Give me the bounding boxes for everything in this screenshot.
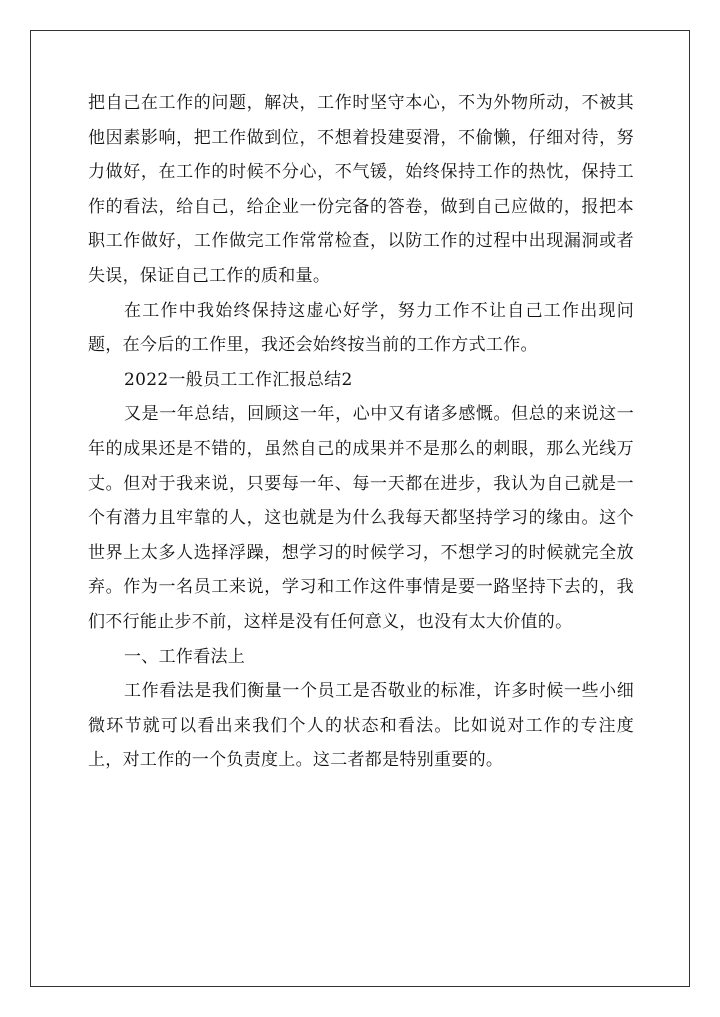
paragraph-continuation: 把自己在工作的问题，解决，工作时坚守本心，不为外物所动，不被其他因素影响，把工作做到位，不想着投建耍滑，不偷懒，仔细对待，努力做好，在工作的时候不分心，不气锾，始终保持工作的热忱，保持工作的看法，给自己，给企业一份完备的答卷，做到自己应做的，报把本职工作做好，工作做完工作常常检查，以防工作的过程中出现漏洞或者失误，保证自己工作的质和量。 <box>88 93 634 286</box>
paragraph-work-attitude: 工作看法是我们衡量一个员工是否敬业的标准，许多时候一些小细微环节就可以看出来我们个人的状态和看法。比如说对工作的专注度上，对工作的一个负责度上。这二者都是特别重要的。 <box>88 681 634 771</box>
document-body <box>88 86 634 778</box>
section-title-report-2: 2022一般员工工作汇报总结2 <box>124 369 353 390</box>
section-heading-work-attitude: 一、工作看法上 <box>124 646 246 667</box>
paragraph-year-review: 又是一年总结，回顾这一年，心中又有诸多感慨。但总的来说这一年的成果还是不错的，虽然自己的成果并不是那么的刺眼，那么光线万丈。但对于我来说，只要每一年、每一天都在进步，我认为自己就是一个有潜力且牢靠的人，这也就是为什么我每天都坚持学习的缘由。这个世界上太多人选择浮躁，想学习的时候学习，不想学习的时候就完全放弃。作为一名员工来说，学习和工作这件事情是要一路坚持下去的，我们不行能止步不前，这样是没有任何意义，也没有太大价值的。 <box>88 404 634 632</box>
paragraph-humble-learning: 在工作中我始终保持这虚心好学，努力工作不让自己工作出现问题，在今后的工作里，我还会始终按当前的工作方式工作。 <box>88 300 634 356</box>
